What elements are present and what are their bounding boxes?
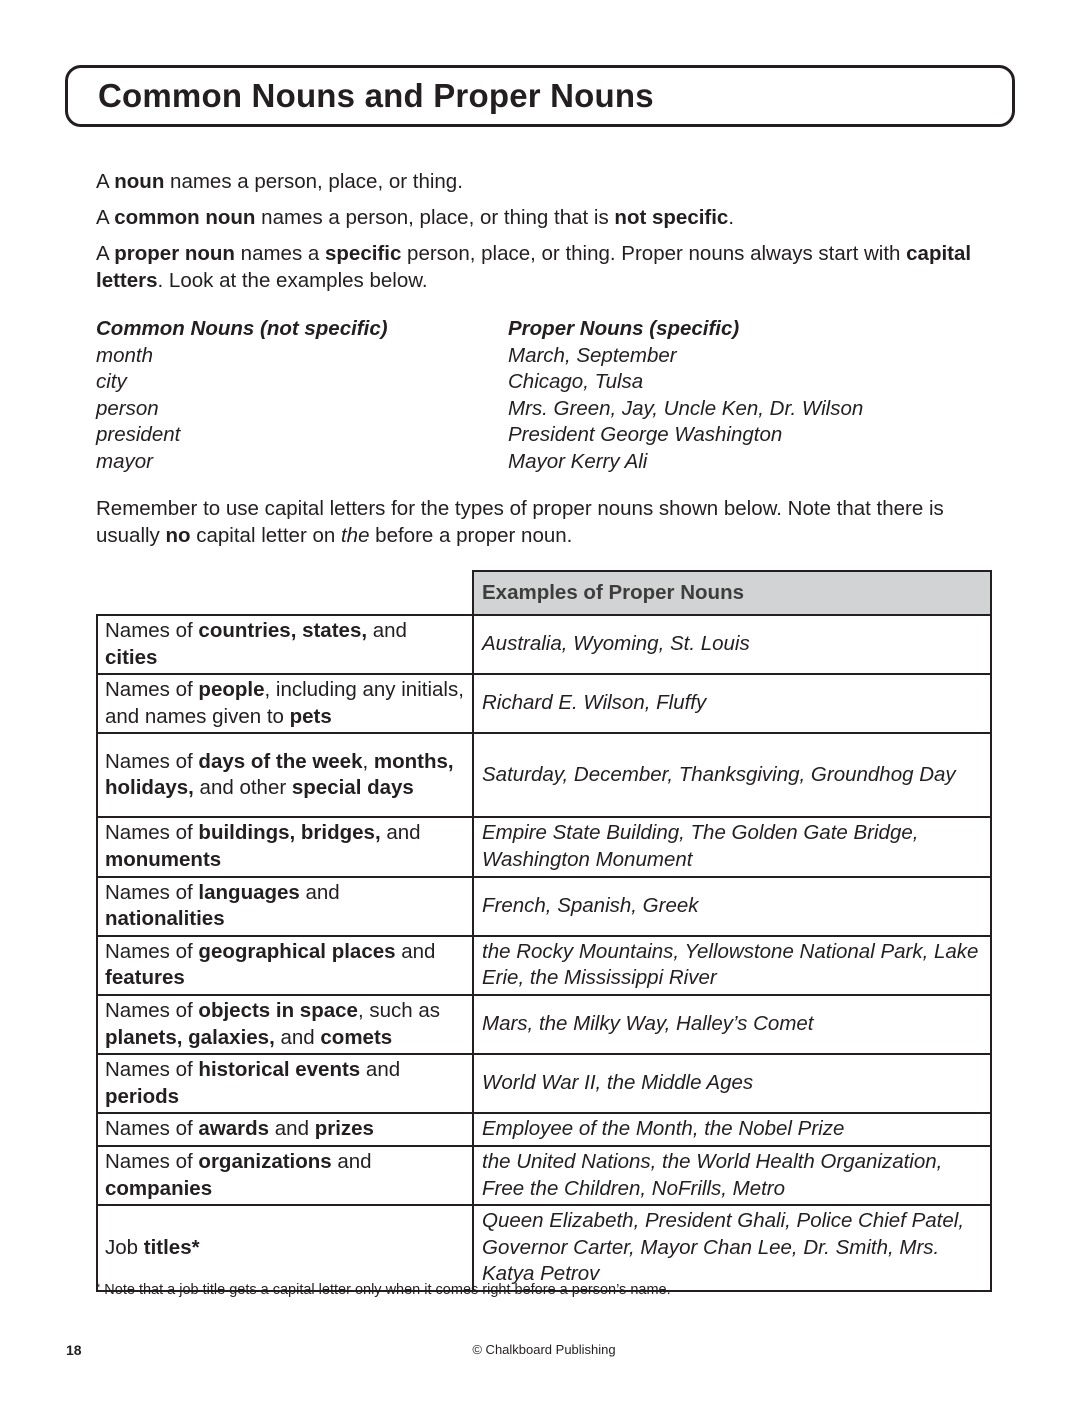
table-row <box>97 817 991 876</box>
page-number: 18 <box>66 1342 82 1358</box>
example-cell: Richard E. Wilson, Fluffy <box>473 674 991 733</box>
examples-header-row <box>96 316 996 343</box>
proper-noun: Mayor Kerry Ali <box>508 449 648 473</box>
example-cell: Australia, Wyoming, St. Louis <box>473 615 991 674</box>
noun-examples <box>96 316 996 476</box>
category-cell: Names of buildings, bridges, and monuments <box>97 817 473 876</box>
proper-nouns-header: Proper Nouns (specific) <box>508 317 740 340</box>
table-header: Examples of Proper Nouns <box>473 571 991 615</box>
proper-noun: President George Washington <box>508 423 783 447</box>
category-cell: Names of organizations and companies <box>97 1146 473 1205</box>
example-cell: the Rocky Mountains, Yellowstone National Park, Lake Erie, the Mississippi River <box>473 936 991 995</box>
table-row <box>97 1054 991 1113</box>
example-cell: French, Spanish, Greek <box>473 877 991 936</box>
common-noun: person <box>96 396 159 420</box>
table-row <box>97 995 991 1054</box>
example-cell: the United Nations, the World Health Organization, Free the Children, NoFrills, Metro <box>473 1146 991 1205</box>
example-cell: Queen Elizabeth, President Ghali, Police Chief Patel, Governor Carter, Mayor Chan Lee, Dr. Smith, Mrs. Katya Petrov <box>473 1205 991 1291</box>
category-cell: Names of people, including any initials, and names given to pets <box>97 674 473 733</box>
category-cell: Names of historical events and periods <box>97 1054 473 1113</box>
example-cell: Empire State Building, The Golden Gate Bridge, Washington Monument <box>473 817 991 876</box>
common-nouns-header: Common Nouns (not specific) <box>96 317 388 340</box>
intro-noun-definition: A noun names a person, place, or thing. <box>96 170 463 193</box>
footnote <box>96 1279 671 1299</box>
table-row <box>97 615 991 674</box>
proper-noun: Chicago, Tulsa <box>508 370 644 394</box>
title-box <box>65 65 1015 127</box>
example-row <box>96 369 996 396</box>
example-row <box>96 343 996 370</box>
category-cell: Names of geographical places and features <box>97 936 473 995</box>
footnote-text: Note that a job title gets a capital letter only when it comes right before a person’s name. <box>104 1282 671 1298</box>
table-header-row <box>97 571 991 615</box>
example-cell: Saturday, December, Thanksgiving, Groundhog Day <box>473 733 991 817</box>
table-row <box>97 877 991 936</box>
intro <box>96 168 996 303</box>
asterisk: * <box>96 1282 101 1294</box>
common-noun: city <box>96 370 127 394</box>
category-cell: Names of awards and prizes <box>97 1113 473 1146</box>
table-row <box>97 936 991 995</box>
empty-header-cell <box>97 571 473 615</box>
common-noun: month <box>96 343 153 367</box>
common-noun: mayor <box>96 449 153 473</box>
example-cell: Employee of the Month, the Nobel Prize <box>473 1113 991 1146</box>
example-row <box>96 422 996 449</box>
category-cell: Names of languages and nationalities <box>97 877 473 936</box>
intro-common-noun-definition: A common noun names a person, place, or thing that is not specific. <box>96 206 735 229</box>
example-row <box>96 449 996 476</box>
proper-noun: March, September <box>508 343 677 367</box>
page-title: Common Nouns and Proper Nouns <box>98 77 654 114</box>
example-row <box>96 396 996 423</box>
table-row <box>97 1146 991 1205</box>
category-cell: Names of days of the week, months, holidays, and other special days <box>97 733 473 817</box>
category-cell: Names of countries, states, and cities <box>97 615 473 674</box>
example-cell: Mars, the Milky Way, Halley’s Comet <box>473 995 991 1054</box>
category-cell: Job titles* <box>97 1205 473 1291</box>
intro-proper-noun-definition: A proper noun names a specific person, place, or thing. Proper nouns always start with capital letters. Look at the examples below. <box>96 242 972 292</box>
table-row <box>97 1113 991 1146</box>
category-cell: Names of objects in space, such as planets, galaxies, and comets <box>97 995 473 1054</box>
common-noun: president <box>96 423 181 447</box>
proper-noun: Mrs. Green, Jay, Uncle Ken, Dr. Wilson <box>508 396 864 420</box>
table-row <box>97 674 991 733</box>
example-cell: World War II, the Middle Ages <box>473 1054 991 1113</box>
table-row <box>97 733 991 817</box>
proper-nouns-table <box>96 570 992 1292</box>
remember-paragraph: Remember to use capital letters for the types of proper nouns shown below. Note that there is usually no capital letter on the before a proper noun. <box>96 497 944 547</box>
publisher-credit: © Chalkboard Publishing <box>472 1342 616 1357</box>
